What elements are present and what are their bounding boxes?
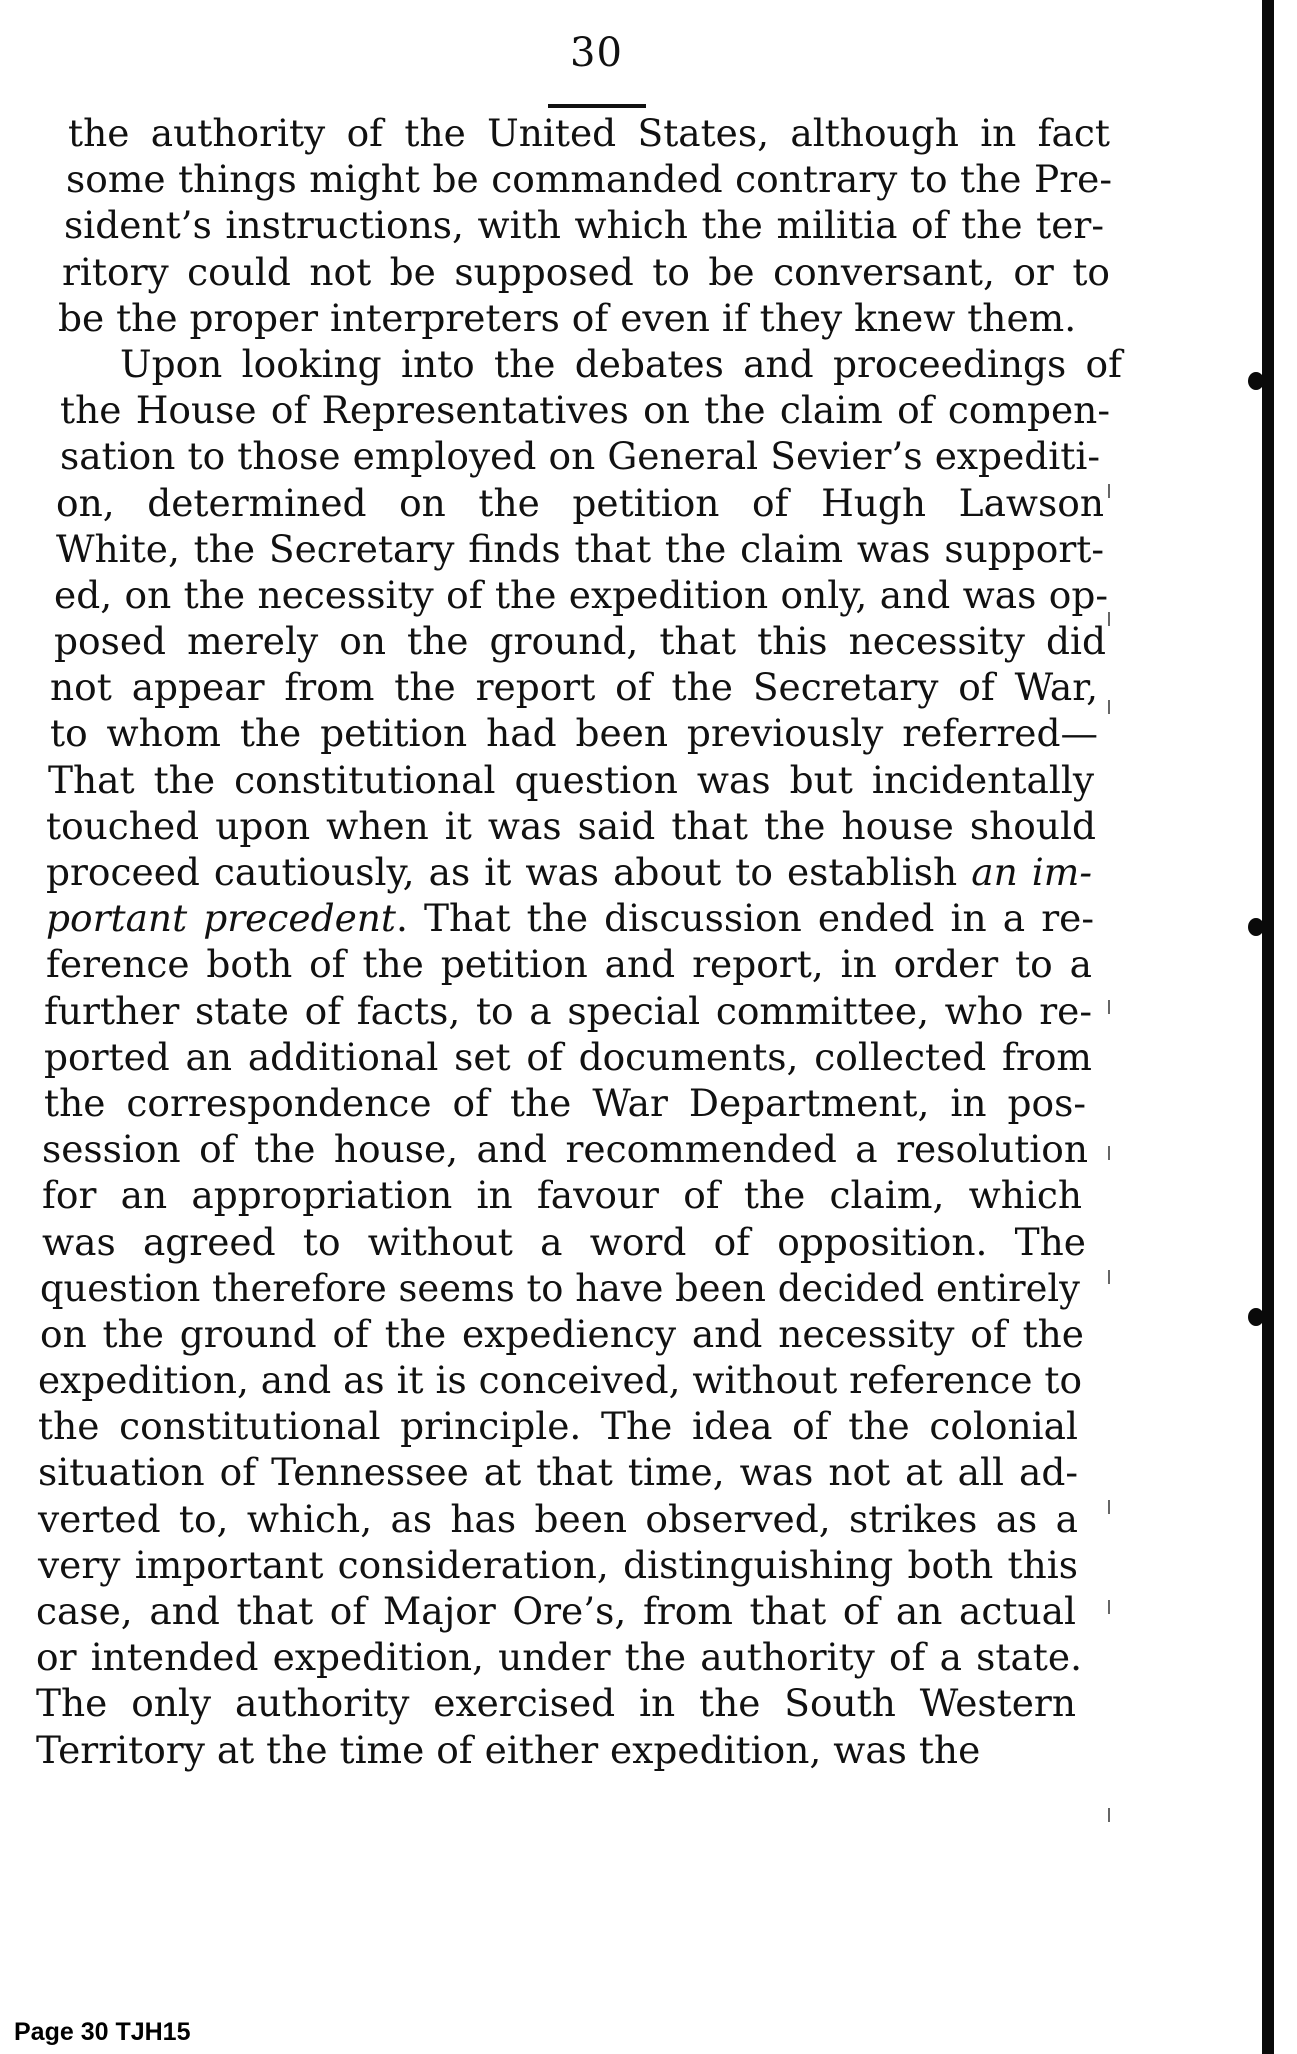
text-line: very important consideration, distinguishing both this [38, 1542, 1078, 1587]
text-line: verted to, which, as has been observed, strikes as a [38, 1496, 1078, 1541]
text-line: expedition, and as it is conceived, without reference to [38, 1358, 1083, 1403]
text-line: the House of Representatives on the claim of compen- [60, 388, 1110, 433]
text-line: case, and that of Major Ore’s, from that of an actual [36, 1589, 1076, 1633]
margin-tick [1108, 484, 1110, 498]
binding-speck [1248, 918, 1264, 936]
text-line: some things might be commanded contrary to the Pre- [66, 157, 1112, 202]
text-line: the constitutional principle. The idea of the colonial [38, 1404, 1078, 1449]
text-line: ference both of the petition and report, in order to a [46, 942, 1092, 987]
page-number: 30 [570, 30, 623, 76]
text-line: The only authority exercised in the South Western [36, 1681, 1076, 1726]
text-line: not appear from the report of the Secretary of War, [50, 665, 1098, 710]
text-line: question therefore seems to have been decided entirely [40, 1265, 1080, 1310]
margin-tick [1108, 1500, 1110, 1514]
text-line: posed merely on the ground, that this necessity did [54, 619, 1106, 664]
text-line: the authority of the United States, although in fact [68, 111, 1110, 155]
footer-label: Page 30 TJH15 [14, 2018, 191, 2046]
header-rule [548, 104, 646, 108]
text-line: portant precedent. That the discussion ended in a re- [46, 896, 1094, 941]
text-line: was agreed to without a word of opposition. The [42, 1219, 1086, 1264]
text-line: White, the Secretary finds that the claim was support- [56, 526, 1104, 571]
binding-speck [1248, 1308, 1264, 1326]
text-line: for an appropriation in favour of the claim, which [42, 1173, 1082, 1218]
text-line: to whom the petition had been previously referred— [50, 711, 1098, 756]
binding-edge [1262, 0, 1274, 2054]
text-line: further state of facts, to a special committee, who re- [44, 988, 1092, 1033]
text-line: be the proper interpreters of even if they knew them. [58, 295, 1077, 340]
text-line: or intended expedition, under the authority of a state. [36, 1635, 1082, 1680]
margin-tick [1108, 1270, 1110, 1284]
text-line: ed, on the necessity of the expedition only, and was op- [54, 572, 1108, 617]
margin-tick [1108, 1600, 1110, 1614]
text-line: situation of Tennessee at that time, was not at all ad- [38, 1450, 1078, 1495]
text-line: session of the house, and recommended a resolution [42, 1127, 1088, 1172]
text-line: proceed cautiously, as it was about to establish an im- [46, 850, 1092, 894]
text-line: ritory could not be supposed to be conversant, or to [62, 249, 1110, 294]
text-line: sident’s instructions, with which the militia of the ter- [64, 203, 1104, 248]
margin-tick [1108, 1808, 1110, 1822]
text-line: touched upon when it was said that the house should [46, 803, 1096, 848]
margin-tick [1108, 1000, 1110, 1014]
text-line: Territory at the time of either expedition, was the [36, 1727, 981, 1772]
margin-tick [1108, 612, 1110, 626]
text-line: ported an additional set of documents, collected from [44, 1034, 1092, 1079]
body-text [36, 110, 1122, 1773]
text-line: Upon looking into the debates and proceedings of [120, 341, 1122, 386]
text-line: on the ground of the expediency and necessity of the [40, 1311, 1084, 1356]
margin-tick [1108, 1146, 1110, 1160]
text-line: on, determined on the petition of Hugh Lawson [56, 480, 1104, 525]
binding-speck [1248, 372, 1264, 390]
text-line: the correspondence of the War Department, in pos- [44, 1080, 1086, 1125]
text-line: That the constitutional question was but incidentally [48, 757, 1094, 802]
text-line: sation to those employed on General Sevier’s expediti- [60, 434, 1100, 479]
margin-tick [1108, 700, 1110, 714]
